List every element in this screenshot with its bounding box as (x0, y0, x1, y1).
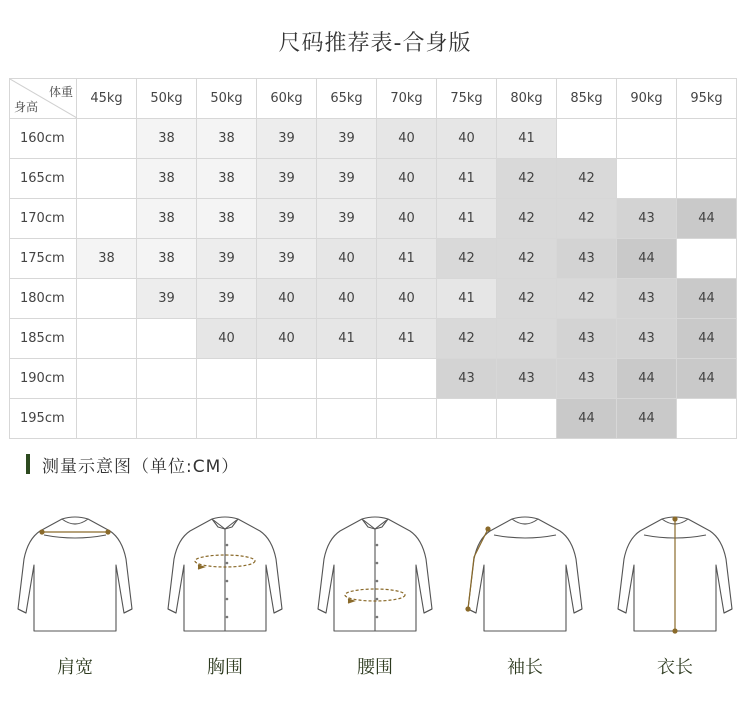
size-cell: 40 (377, 119, 437, 159)
corner-cell (10, 79, 77, 119)
size-cell (77, 319, 137, 359)
size-cell: 38 (137, 239, 197, 279)
header-row (10, 79, 737, 119)
weight-header: 85kg (557, 79, 617, 119)
figure-shoulder-width (0, 505, 150, 695)
size-cell (77, 399, 137, 439)
size-cell (77, 119, 137, 159)
measure-label: 肩宽 (57, 657, 93, 678)
measure-heading-text: 测量示意图（单位:CM） (42, 456, 240, 477)
size-cell: 40 (377, 199, 437, 239)
size-cell: 44 (677, 279, 737, 319)
size-cell: 39 (257, 119, 317, 159)
size-cell (677, 119, 737, 159)
size-cell: 43 (617, 319, 677, 359)
size-cell: 41 (437, 159, 497, 199)
figure-sleeve-length (450, 505, 600, 695)
size-cell: 39 (197, 279, 257, 319)
size-cell (677, 159, 737, 199)
shirt-front-waist-icon (300, 505, 450, 645)
measure-figures (0, 505, 750, 695)
size-cell: 44 (677, 319, 737, 359)
size-cell: 39 (257, 199, 317, 239)
figure-body-length (600, 505, 750, 695)
size-cell: 42 (497, 239, 557, 279)
weight-header: 90kg (617, 79, 677, 119)
size-cell: 44 (617, 359, 677, 399)
size-cell (377, 359, 437, 399)
weight-axis-label: 体重 (48, 85, 73, 99)
size-cell: 41 (377, 239, 437, 279)
size-cell: 38 (197, 159, 257, 199)
size-cell: 42 (437, 239, 497, 279)
size-cell (137, 319, 197, 359)
table-row (10, 119, 737, 159)
size-cell (677, 239, 737, 279)
size-cell: 43 (617, 199, 677, 239)
size-cell: 40 (437, 119, 497, 159)
size-cell: 44 (617, 239, 677, 279)
measure-section-heading (26, 453, 239, 475)
size-cell (77, 279, 137, 319)
size-cell: 44 (557, 399, 617, 439)
weight-header: 45kg (77, 79, 137, 119)
weight-header: 65kg (317, 79, 377, 119)
size-cell: 41 (497, 119, 557, 159)
size-cell: 38 (137, 199, 197, 239)
size-cell: 42 (557, 279, 617, 319)
size-cell (677, 399, 737, 439)
size-cell: 39 (317, 199, 377, 239)
size-cell: 40 (377, 159, 437, 199)
size-cell: 42 (497, 159, 557, 199)
size-cell: 41 (317, 319, 377, 359)
size-cell: 42 (557, 159, 617, 199)
size-cell (557, 119, 617, 159)
size-cell (77, 359, 137, 399)
size-cell: 41 (437, 279, 497, 319)
page-title: 尺码推荐表-合身版 (278, 31, 472, 56)
table-row (10, 239, 737, 279)
shirt-front-chest-icon (150, 505, 300, 645)
weight-header: 75kg (437, 79, 497, 119)
measure-label: 胸围 (207, 657, 243, 678)
size-cell: 42 (557, 199, 617, 239)
size-cell: 41 (377, 319, 437, 359)
size-cell: 44 (677, 359, 737, 399)
heading-accent-bar (26, 454, 30, 474)
measure-label: 腰围 (357, 657, 393, 678)
measure-label: 袖长 (507, 657, 543, 678)
size-cell: 41 (437, 199, 497, 239)
size-cell: 43 (557, 239, 617, 279)
size-cell (137, 399, 197, 439)
shirt-back-shoulder-width-icon (0, 505, 150, 645)
height-row-label: 175cm (10, 239, 77, 279)
size-cell: 42 (437, 319, 497, 359)
shirt-back-body-length-icon (600, 505, 750, 645)
size-cell: 43 (497, 359, 557, 399)
size-cell: 39 (317, 119, 377, 159)
weight-header: 95kg (677, 79, 737, 119)
size-cell: 42 (497, 279, 557, 319)
size-cell: 44 (617, 399, 677, 439)
size-cell: 43 (617, 279, 677, 319)
table-row (10, 359, 737, 399)
size-cell (137, 359, 197, 399)
weight-header: 50kg (197, 79, 257, 119)
size-cell (437, 399, 497, 439)
shirt-back-sleeve-length-icon (450, 505, 600, 645)
weight-header: 70kg (377, 79, 437, 119)
height-row-label: 165cm (10, 159, 77, 199)
measure-label: 衣长 (657, 657, 693, 678)
height-row-label: 170cm (10, 199, 77, 239)
size-cell: 43 (557, 359, 617, 399)
size-chart-table (9, 78, 737, 439)
size-cell (257, 359, 317, 399)
weight-header: 50kg (137, 79, 197, 119)
size-cell: 39 (257, 159, 317, 199)
size-cell: 39 (197, 239, 257, 279)
size-cell: 40 (257, 319, 317, 359)
size-cell: 42 (497, 319, 557, 359)
height-row-label: 160cm (10, 119, 77, 159)
size-cell: 40 (317, 239, 377, 279)
size-cell: 38 (197, 119, 257, 159)
size-cell: 42 (497, 199, 557, 239)
size-cell (257, 399, 317, 439)
size-cell (77, 159, 137, 199)
height-row-label: 180cm (10, 279, 77, 319)
height-row-label: 190cm (10, 359, 77, 399)
size-cell: 39 (137, 279, 197, 319)
height-row-label: 195cm (10, 399, 77, 439)
size-cell (77, 199, 137, 239)
size-cell: 43 (557, 319, 617, 359)
size-cell: 40 (257, 279, 317, 319)
table-row (10, 319, 737, 359)
size-cell: 39 (257, 239, 317, 279)
size-cell: 40 (377, 279, 437, 319)
figure-chest (150, 505, 300, 695)
weight-header: 60kg (257, 79, 317, 119)
size-cell: 38 (77, 239, 137, 279)
table-row (10, 199, 737, 239)
size-cell (317, 359, 377, 399)
size-cell (617, 119, 677, 159)
table-row (10, 159, 737, 199)
size-cell: 40 (317, 279, 377, 319)
size-cell: 43 (437, 359, 497, 399)
size-cell: 39 (317, 159, 377, 199)
size-cell: 40 (197, 319, 257, 359)
weight-header: 80kg (497, 79, 557, 119)
size-cell (617, 159, 677, 199)
size-cell (197, 359, 257, 399)
size-cell: 38 (137, 119, 197, 159)
size-cell (197, 399, 257, 439)
height-axis-label: 身高 (14, 100, 39, 114)
size-cell (317, 399, 377, 439)
table-row (10, 399, 737, 439)
table-row (10, 279, 737, 319)
height-row-label: 185cm (10, 319, 77, 359)
figure-waist (300, 505, 450, 695)
size-cell (497, 399, 557, 439)
size-cell: 38 (137, 159, 197, 199)
size-cell: 38 (197, 199, 257, 239)
size-cell (377, 399, 437, 439)
size-cell: 44 (677, 199, 737, 239)
